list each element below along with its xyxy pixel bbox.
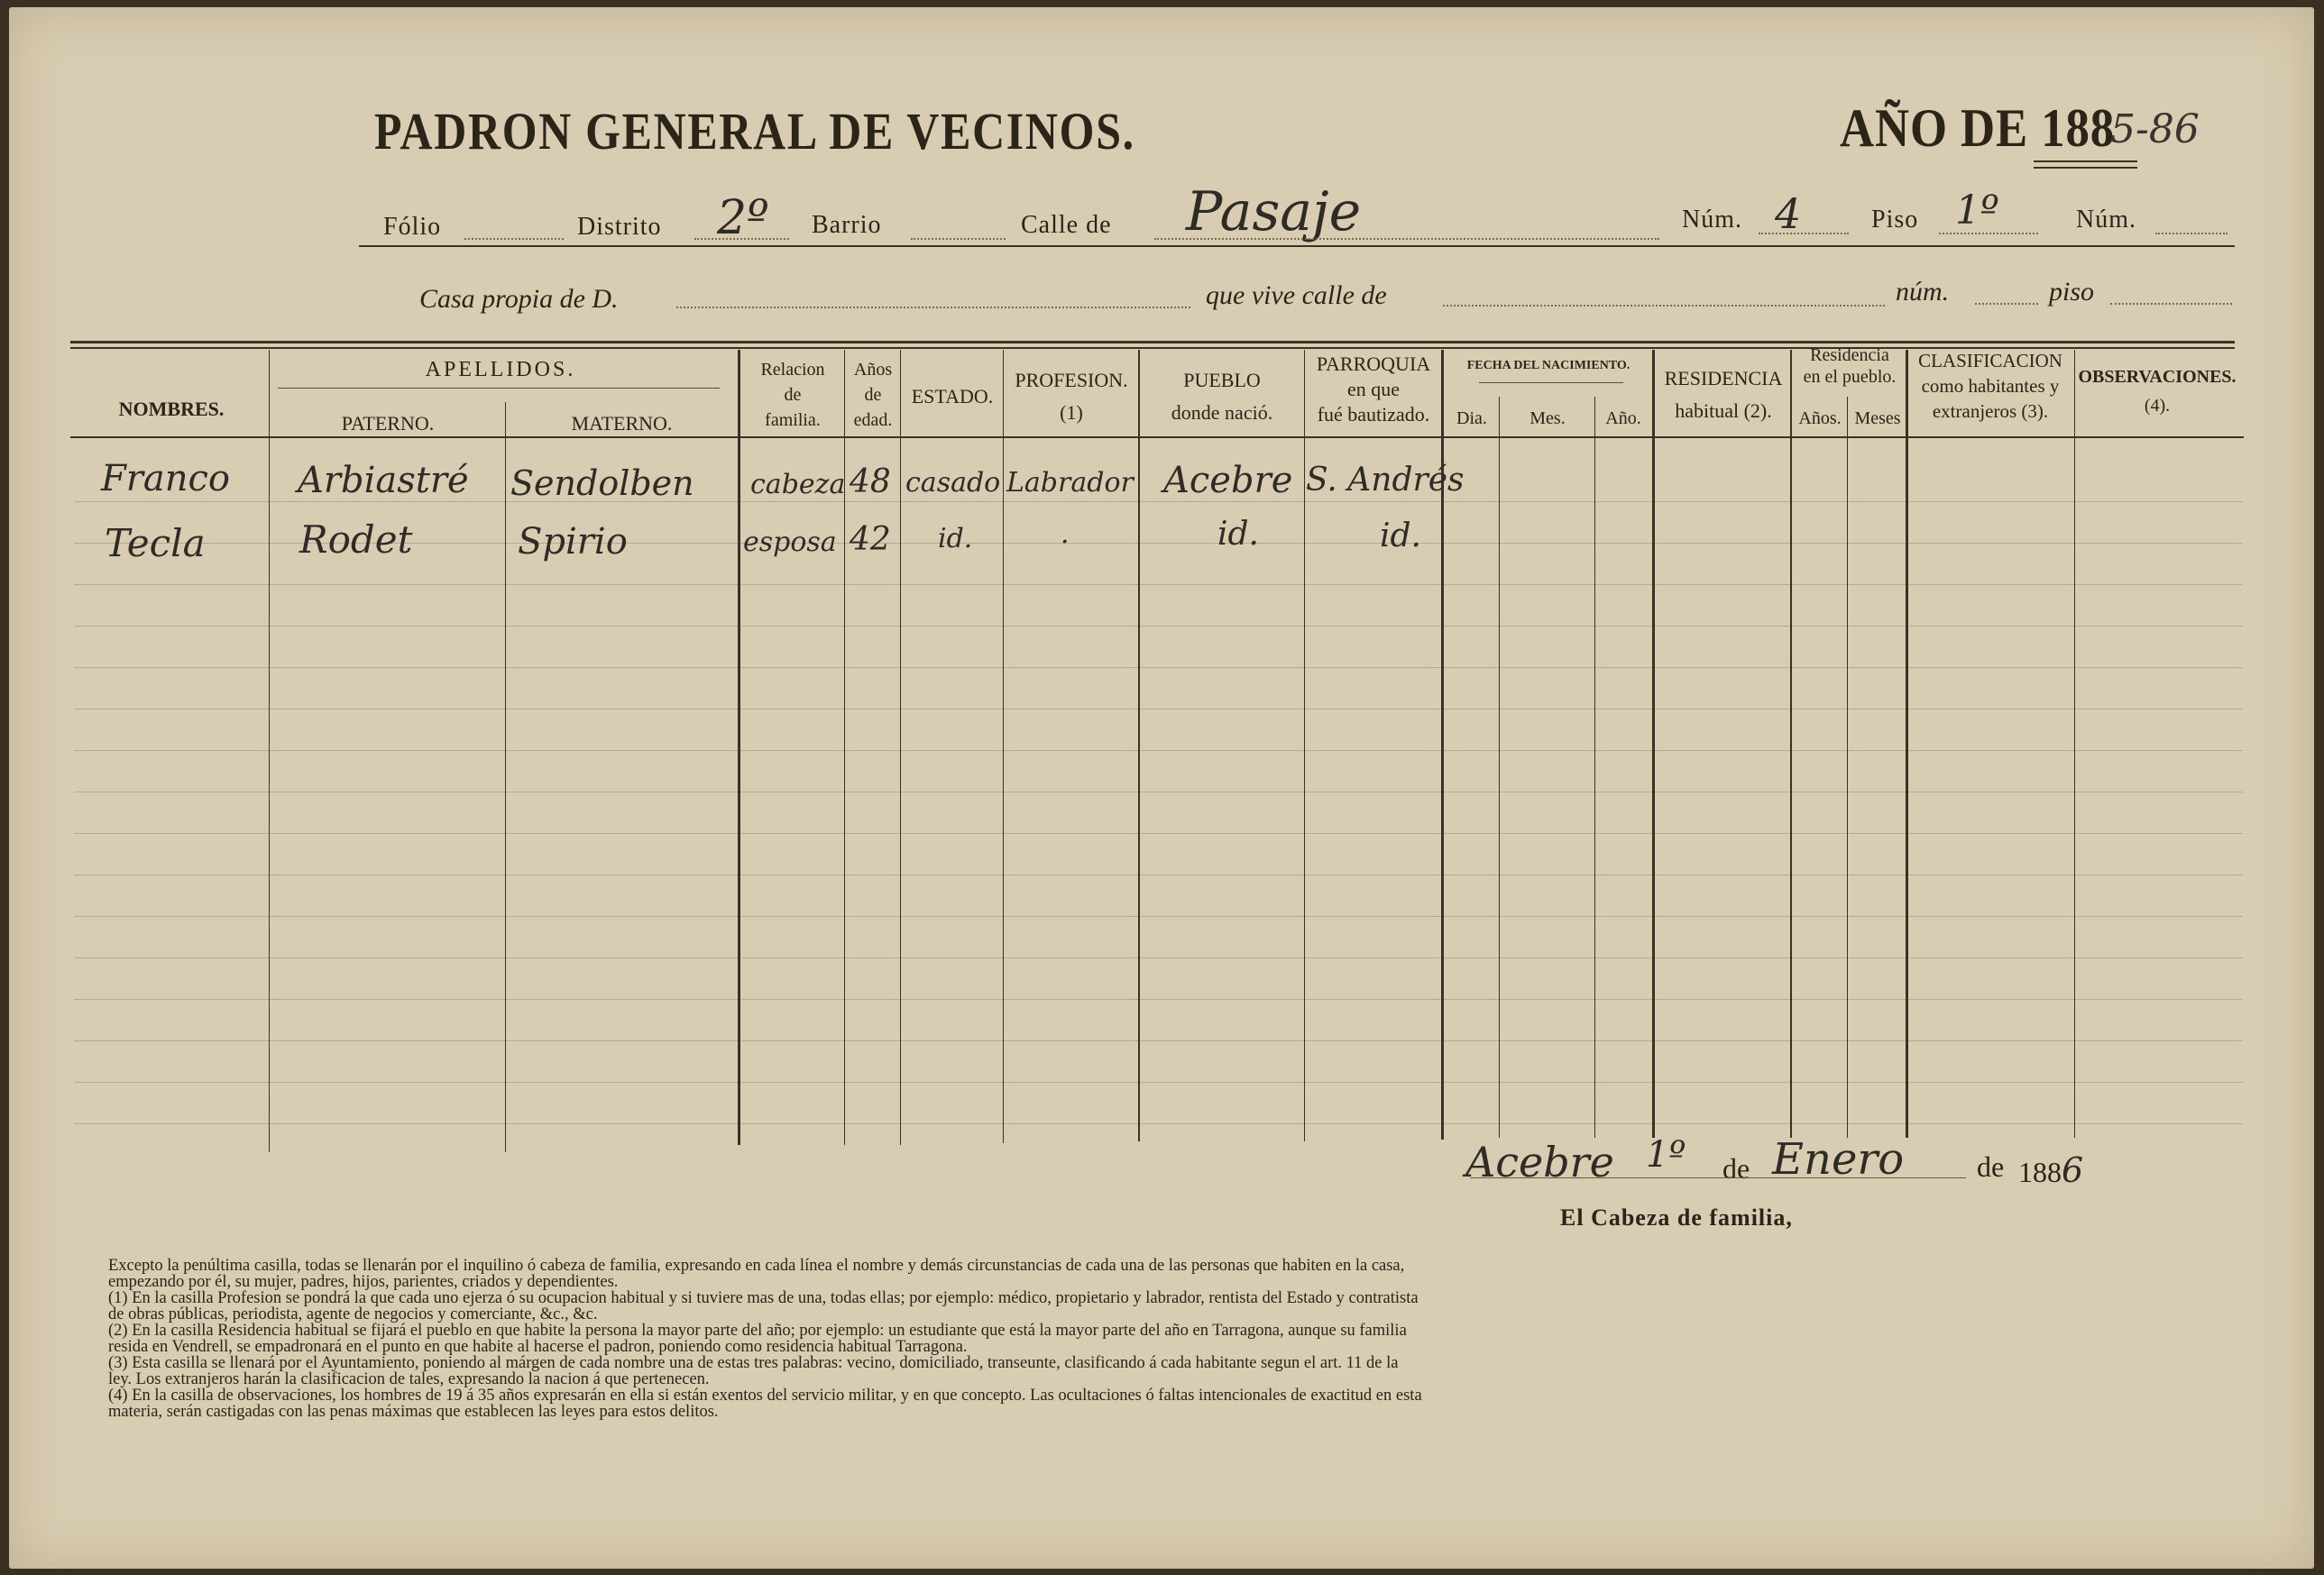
cell-estado: casado [905,467,1001,499]
owner-num-label: núm. [1896,277,1950,307]
footnote-1: (1) En la casilla Profesion se pondrá la que cada uno ejerza ó su ocupacion habitual y si tuviere mas de una, todas ellas; por ejemplo: médico, propietario y labrador, rentista del Estado y contratista de obras públicas, periodista, agente de negocios y comerciante, &c., &c. [108,1289,1419,1323]
row-rule [74,916,2243,917]
date-year: 1886 [2018,1150,2084,1190]
header-meses: Meses [1854,408,1901,428]
header-profesion: PROFESION. (1) [1015,369,1128,424]
cell-parroquia: id. [1380,517,1422,554]
header-relacion: Relacion de familia. [760,360,825,430]
header-nombres: NOMBRES. [118,398,225,420]
header-residencia: RESIDENCIA habitual (2). [1664,367,1783,422]
cell-edad: 42 [850,521,891,558]
row-rule [74,667,2243,668]
row-rule [74,833,2243,834]
row-rule [74,1123,2243,1124]
footnote-4: (4) En la casilla de observaciones, los hombres de 19 á 35 años expresarán en ella si están exentos del servicio militar, y en que concepto. Las ocultaciones ó faltas intencionales de exactitud en esta materia, serán castigadas con las penas máximas que establecen las leyes para estos delitos. [108,1387,1422,1421]
header-observaciones: OBSERVACIONES. (4). [2078,367,2237,416]
cell-pueblo: id. [1217,516,1260,553]
footnotes [99,1258,1425,1420]
header-paterno: PATERNO. [341,412,435,435]
row-rule [74,626,2243,627]
year-label: AÑO DE 188 [1840,98,2116,158]
distrito-value: 2º [717,191,769,245]
header-ano: Año. [1605,408,1641,428]
cell-paterno: Arbiastré [298,460,469,501]
barrio-label: Barrio [812,211,882,239]
date-de-1: de [1722,1152,1750,1185]
header-mes: Mes. [1529,408,1566,428]
row-rule [74,584,2243,585]
cell-paterno: Rodet [299,517,413,562]
cell-profesion: Labrador [1006,467,1134,499]
footnote-2: (2) En la casilla Residencia habitual se fijará el pueblo en que habite la persona la mayor parte del año; por ejemplo: un estudiante que está la mayor parte del año en Tarragona, aunque su familia resida en Vendrell, se empadronará en el punto en que habite al hacerse el padron, poniendo como residencia habitual Tarragona. [108,1322,1407,1356]
header-anos: Años. [1798,408,1842,428]
cell-materno: Sendolben [510,463,694,503]
form-title: PADRON GENERAL DE VECINOS. [374,102,1135,160]
year-underline [2034,160,2137,169]
date-de-2: de [1977,1150,2005,1183]
piso-label: Piso [1871,206,1919,234]
date-day: 1º [1646,1134,1686,1176]
header-residencia-pueblo: Residencia en el pueblo. [1803,345,1897,387]
cell-estado: id. [938,523,973,554]
distrito-label: Distrito [577,213,662,241]
owner-piso-label: piso [2049,277,2095,307]
header-clasificacion: CLASIFICACION como habitantes y extranjeros (3). [1918,350,2062,422]
cell-materno: Spirio [518,521,628,563]
header-apellidos: APELLIDOS. [425,358,576,381]
header-materno: MATERNO. [571,412,673,435]
calle-value: Pasaje [1186,180,1362,243]
row-rule [74,1082,2243,1083]
header-fecha-nacimiento: FECHA DEL NACIMIENTO. [1466,359,1630,372]
row-rule [74,957,2243,958]
vive-calle-label: que vive calle de [1206,280,1387,310]
cell-nombre: Franco [101,458,230,499]
header-pueblo: PUEBLO donde nació. [1171,369,1273,424]
num-label: Núm. [1682,206,1742,234]
cell-relacion: cabeza [750,469,846,500]
header-estado: ESTADO. [911,385,994,407]
row-rule [74,750,2243,751]
cell-parroquia: S. Andrés [1306,462,1465,499]
num-value: 4 [1775,189,1802,238]
header-dia: Dia. [1456,408,1487,428]
calle-label: Calle de [1021,211,1112,239]
piso-value: 1º [1955,188,1999,234]
footnote-intro: Excepto la penúltima casilla, todas se llenarán por el inquilino ó cabeza de familia, expresando en cada línea el nombre y demás circunstancias de cada una de las personas que habiten en la casa, empezando por él, su mujer, padres, hijos, parientes, criados y dependientes. [108,1257,1405,1291]
header-anos-edad: Años de edad. [853,360,893,430]
cell-edad: 48 [850,463,891,500]
signature-label: El Cabeza de familia, [1560,1204,1793,1231]
header-parroquia: PARROQUIA en que fué bautizado. [1316,353,1431,426]
casa-propia-label: Casa propia de D. [419,284,619,314]
folio-label: Fólio [383,213,442,241]
row-rule [74,999,2243,1000]
num2-label: Núm. [2076,206,2136,234]
cell-relacion: esposa [743,527,837,558]
cell-pueblo: Acebre [1163,460,1293,501]
row-rule [74,709,2243,710]
row-rule [74,1040,2243,1041]
footnote-3: (3) Esta casilla se llenará por el Ayuntamiento, poniendo al márgen de cada nombre una de estas tres palabras: vecino, domiciliado, transeunte, clasificando á cada habitante segun el art. 11 de la ley. Los extranjeros harán la clasificacion de tales, expresando la nacion á que pertenecen. [108,1354,1399,1388]
row-rule [74,874,2243,875]
row-rule [74,501,2243,502]
year-handwritten: 5-86 [2110,106,2200,152]
date-place: Acebre [1465,1138,1614,1186]
date-month: Enero [1772,1134,1905,1185]
cell-nombre: Tecla [105,521,206,565]
cell-profesion: · [1061,527,1070,558]
